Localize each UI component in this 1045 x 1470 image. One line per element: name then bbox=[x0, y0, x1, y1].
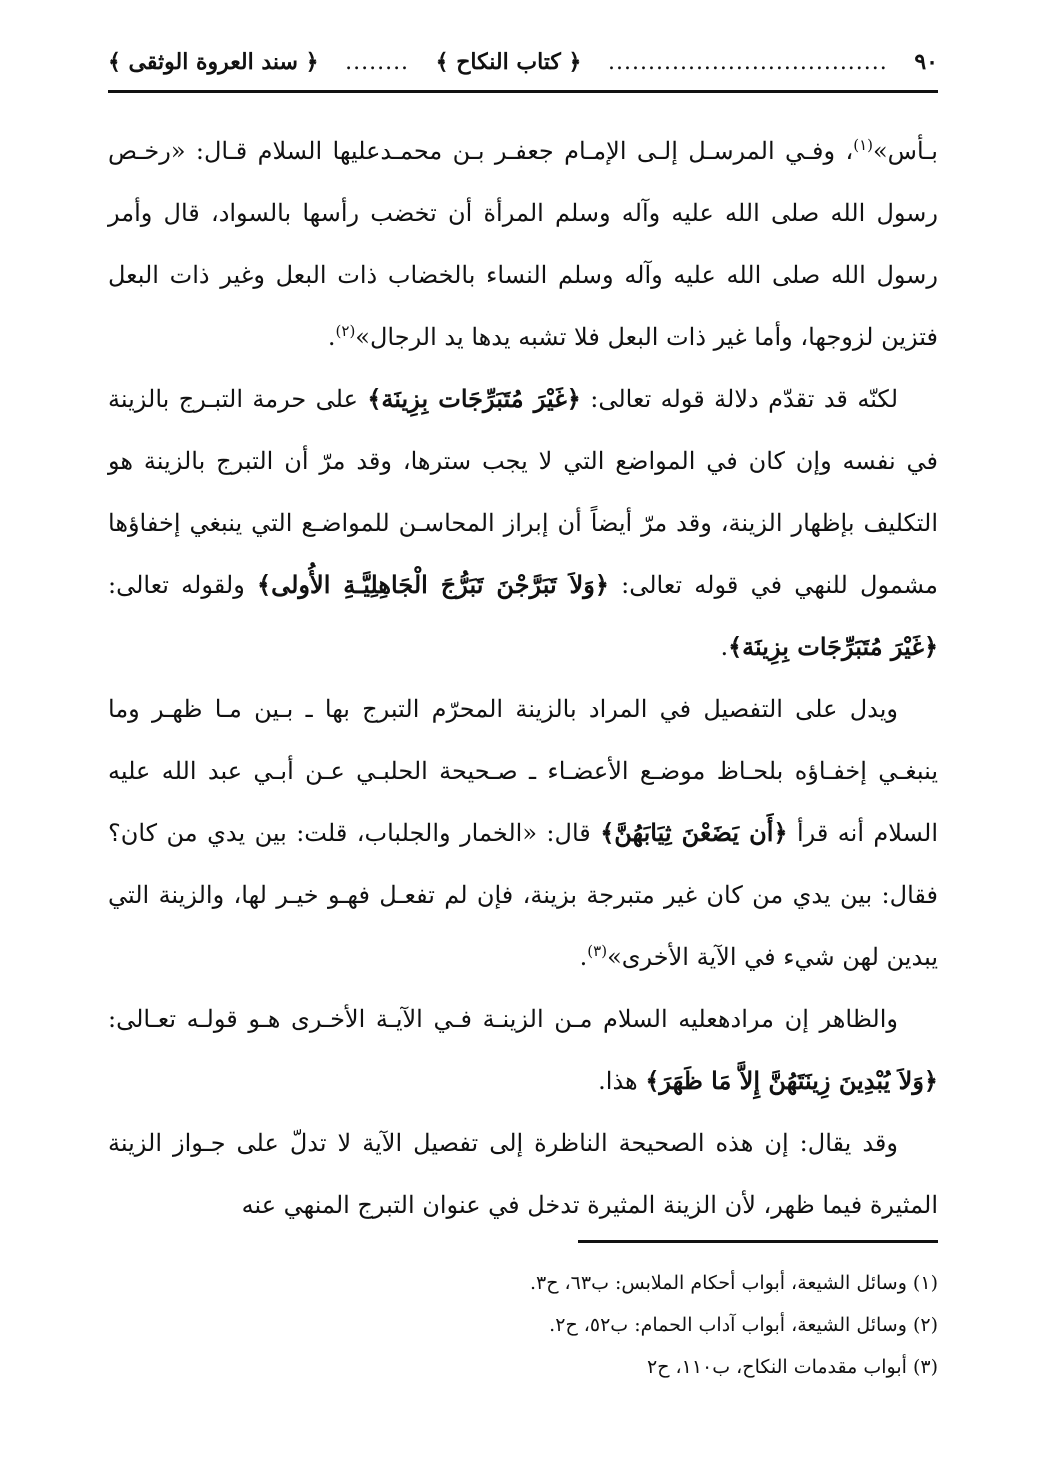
footnote-ref-2: (٢) bbox=[335, 322, 356, 340]
paragraph-1: بـأس»$^{(١)}$، وفـي المرسـل إلـى الإمـام جعفـر بـن محمـدعليها السلام قـال: «رخـص رسول الله صلى الله عليه وآله وسلم المرأة أن تخضب رأسها بالسواد، قال وأمر رسول الله صلى الله عليه وآله وسلم النساء بالخضاب ذات البعل وغير ذات البعل فتزين لزوجها، وأما غير ذات البعل فلا تشبه يدها يد الرجال»$^{(٢)}$. bbox=[108, 136, 938, 351]
footnotes bbox=[108, 1262, 938, 1388]
paragraph-5: وقد يقال: إن هذه الصحيحة الناظرة إلى تفصيل الآية لا تدلّ على جـواز الزينة المثيرة فيما ظهر، لأن الزينة المثيرة تدخل في عنوان التبرج المنهي عنه bbox=[108, 1129, 938, 1219]
book-title: ﴿ سند العروة الوثقى ﴾ bbox=[108, 49, 319, 75]
quran-quote: ﴿غَيْرَ مُتَبَرِّجَات بِزِينَة﴾ bbox=[367, 384, 581, 413]
footnote-ref-1: (١) bbox=[853, 136, 873, 154]
footnote-ref-3: (٣) bbox=[587, 942, 608, 960]
page-number: ٩٠ bbox=[914, 49, 938, 75]
footnote-2: (٢) وسائل الشيعة، أبواب آداب الحمام: ب٥٢، ح٢. bbox=[549, 1314, 938, 1336]
header-leader-dots: ................................... bbox=[608, 49, 888, 75]
main-text bbox=[108, 120, 938, 1236]
quran-quote: ﴿أَن يَضَعْنَ ثِيَابَهُنَّ﴾ bbox=[600, 818, 788, 847]
running-header bbox=[108, 38, 938, 86]
quran-quote: ﴿غَيْرَ مُتَبَرِّجَات بِزِينَة﴾ bbox=[728, 632, 938, 661]
header-divider bbox=[108, 90, 938, 93]
paragraph-3: ويدل على التفصيل في المراد بالزينة المحرّم التبرج بها ـ بـين مـا ظهـر وما ينبغـي إخفـاؤه بلحـاظ موضـع الأعضـاء ـ صـحيحة الحلبـي عـن أبـي عبد الله عليه السلام أنه قرأ ﴿أَن يَضَعْنَ ثِيَابَهُنَّ﴾ قال: «الخمار والجلباب، قلت: بين يدي من كان؟ فقال: بين يدي من كان غير متبرجة بزينة، فإن لم تفعـل فهـو خيـر لها، والزينة التي يبدين لهن شيء في الآية الأخرى»$^{(٣)}$. bbox=[108, 695, 939, 971]
section-title: ﴿ كتاب النكاح ﴾ bbox=[435, 49, 582, 75]
footnote-1: (١) وسائل الشيعة، أبواب أحكام الملابس: ب٦٣، ح٣. bbox=[529, 1272, 938, 1294]
quran-quote: ﴿وَلاَ تَبَرَّجْنَ تَبَرُّجَ الْجَاهِلِيَّـةِ الأُولى﴾ bbox=[257, 570, 609, 599]
paragraph-2: لكنّه قد تقدّم دلالة قوله تعالى: ﴿غَيْرَ مُتَبَرِّجَات بِزِينَة﴾ على حرمة التبـرج بالزينة في نفسه وإن كان في المواضع التي لا يجب سترها، وقد مرّ أن التبرج بالزينة هو التكليف بإظهار الزينة، وقد مرّ أيضاً أن إبراز المحاسـن للمواضـع التي ينبغي إخفاؤها مشمول للنهي في قوله تعالى: ﴿وَلاَ تَبَرَّجْنَ تَبَرُّجَ الْجَاهِلِيَّـةِ الأُولى﴾ ولقوله تعالى: ﴿غَيْرَ مُتَبَرِّجَات بِزِينَة﴾. bbox=[108, 384, 939, 661]
quran-quote: ﴿وَلاَ يُبْدِينَ زِينَتَهُنَّ إِلاَّ مَا ظَهَرَ﴾ bbox=[645, 1066, 938, 1095]
footnote-3: (٣) أبواب مقدمات النكاح، ب١١٠، ح٢ bbox=[646, 1356, 938, 1378]
footnote-divider bbox=[578, 1240, 938, 1243]
header-leader-dots-short: ........ bbox=[345, 49, 410, 75]
paragraph-4: والظاهر إن مرادهعليه السلام مـن الزينـة فـي الآيـة الأخـرى هـو قولـه تعـالى: ﴿وَلاَ يُبْدِينَ زِينَتَهُنَّ إِلاَّ مَا ظَهَرَ﴾ هذا. bbox=[108, 1005, 938, 1095]
